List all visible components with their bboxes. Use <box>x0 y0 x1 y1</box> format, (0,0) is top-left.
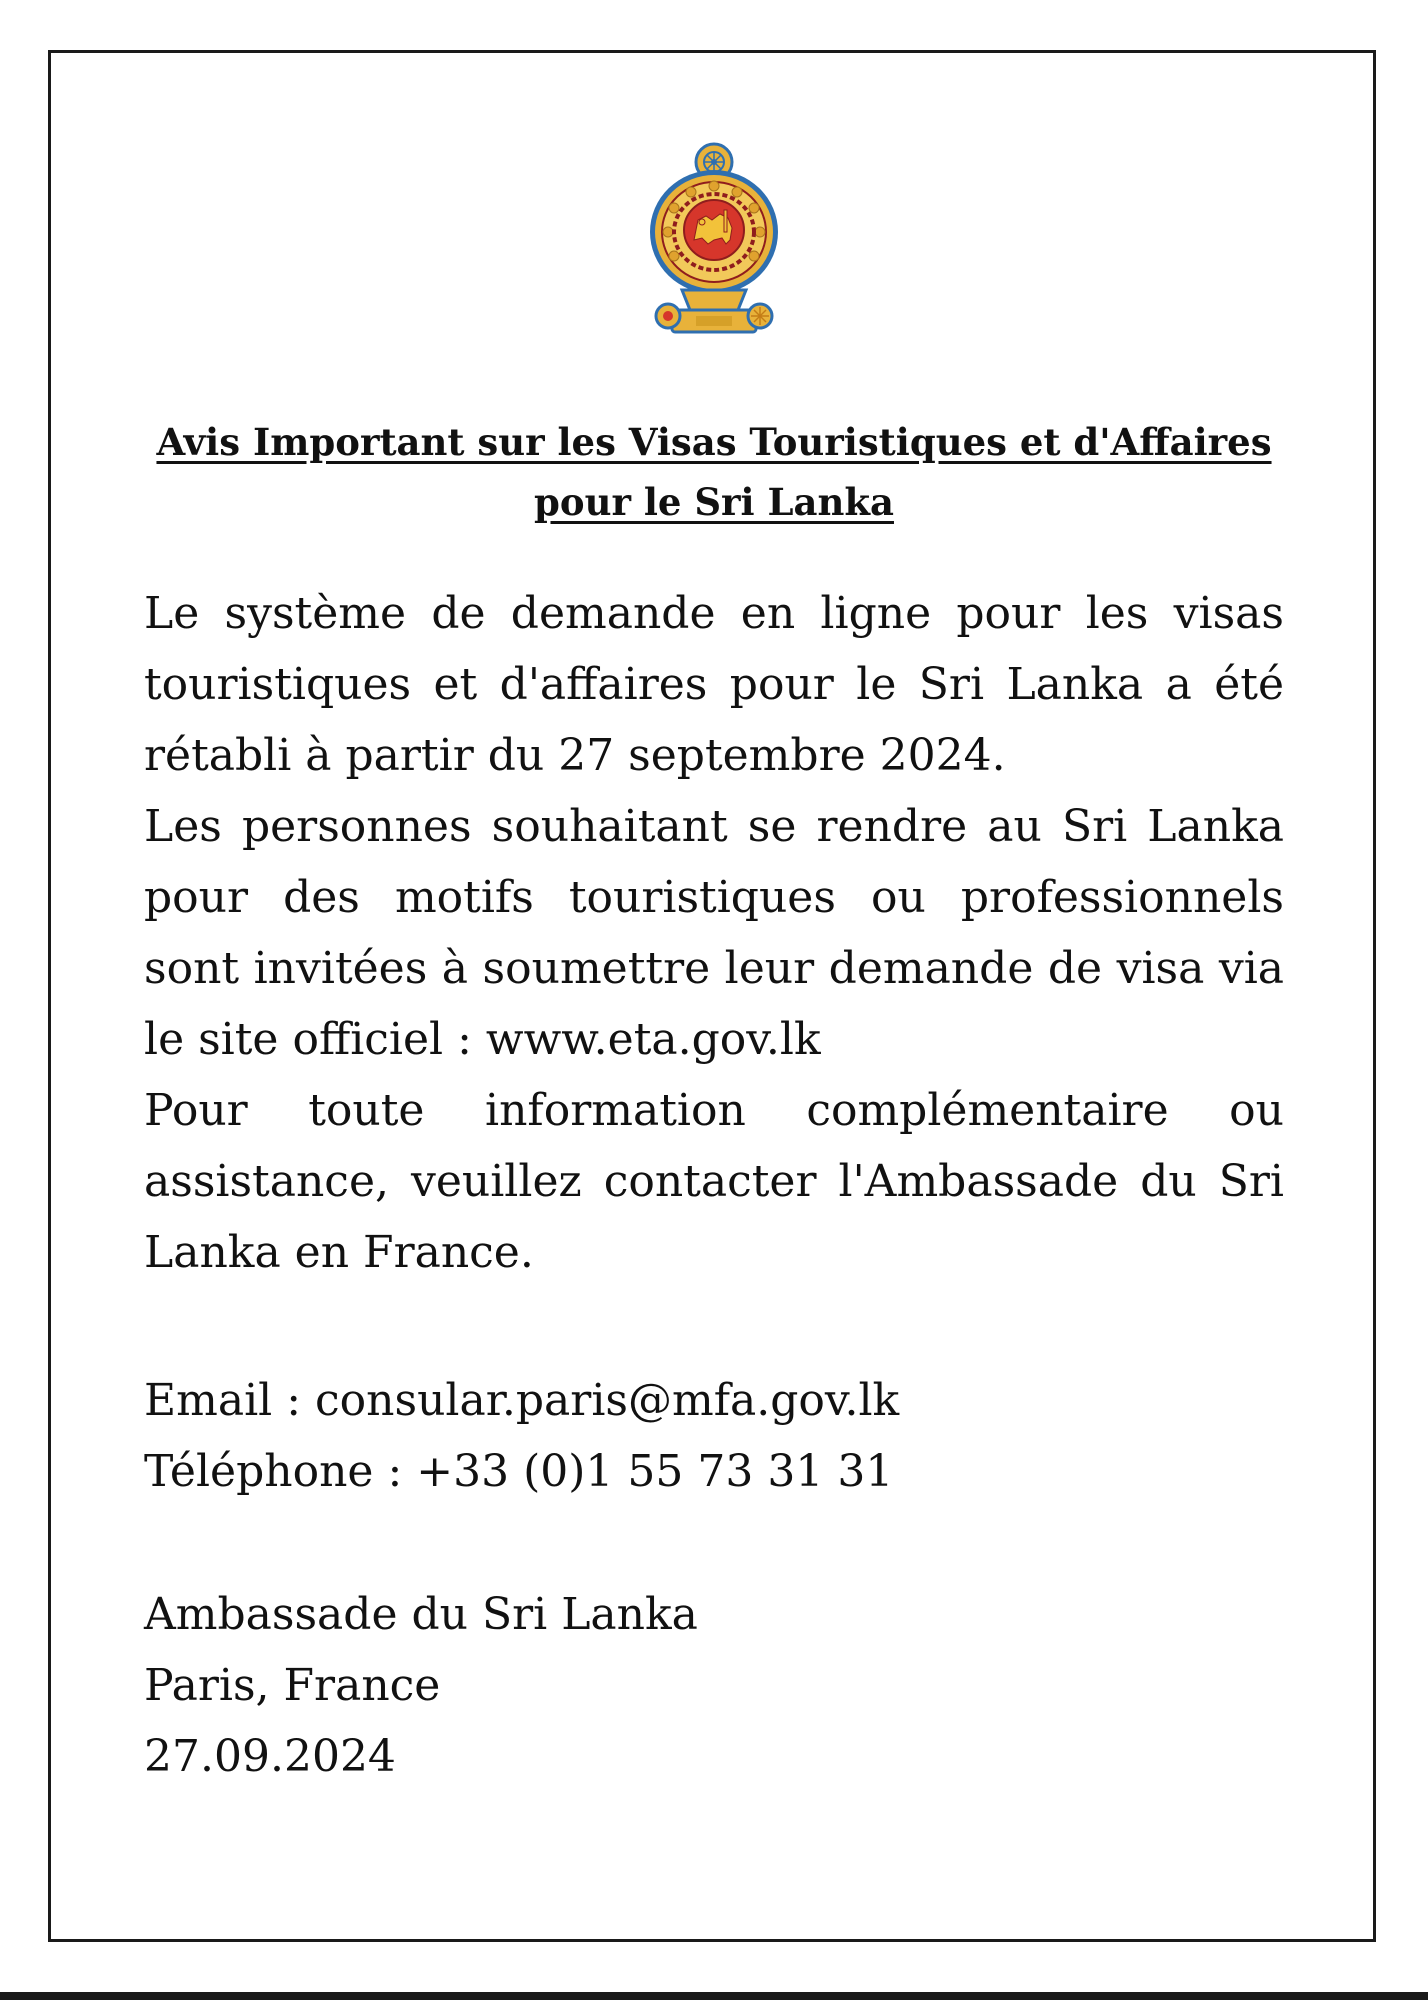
contact-email: Email : consular.paris@mfa.gov.lk <box>144 1375 900 1426</box>
contact-phone: Téléphone : +33 (0)1 55 73 31 31 <box>144 1446 894 1497</box>
notice-body <box>144 578 1284 1288</box>
notice-title: Avis Important sur les Visas Touristiques et d'Affaires pour le Sri Lanka <box>156 420 1272 524</box>
sri-lanka-national-emblem-icon <box>642 140 786 340</box>
signature-location: Paris, France <box>144 1660 441 1711</box>
signature-block <box>144 1579 1284 1792</box>
signature-date: 27.09.2024 <box>144 1731 396 1782</box>
notice-paragraph: Les personnes souhaitant se rendre au Sri Lanka pour des motifs touristiques ou professionnels sont invitées à soumettre leur demande de visa via le site officiel : www.eta.gov.lk <box>144 801 1284 1065</box>
signature-organization: Ambassade du Sri Lanka <box>144 1589 698 1640</box>
contact-block <box>144 1365 1284 1507</box>
notice-paragraph: Pour toute information complémentaire ou assistance, veuillez contacter l'Ambassade du Sri Lanka en France. <box>144 1085 1284 1278</box>
page-bottom-edge <box>0 1992 1428 2000</box>
notice-paragraph: Le système de demande en ligne pour les visas touristiques et d'affaires pour le Sri Lanka a été rétabli à partir du 27 septembre 2024. <box>144 588 1284 781</box>
